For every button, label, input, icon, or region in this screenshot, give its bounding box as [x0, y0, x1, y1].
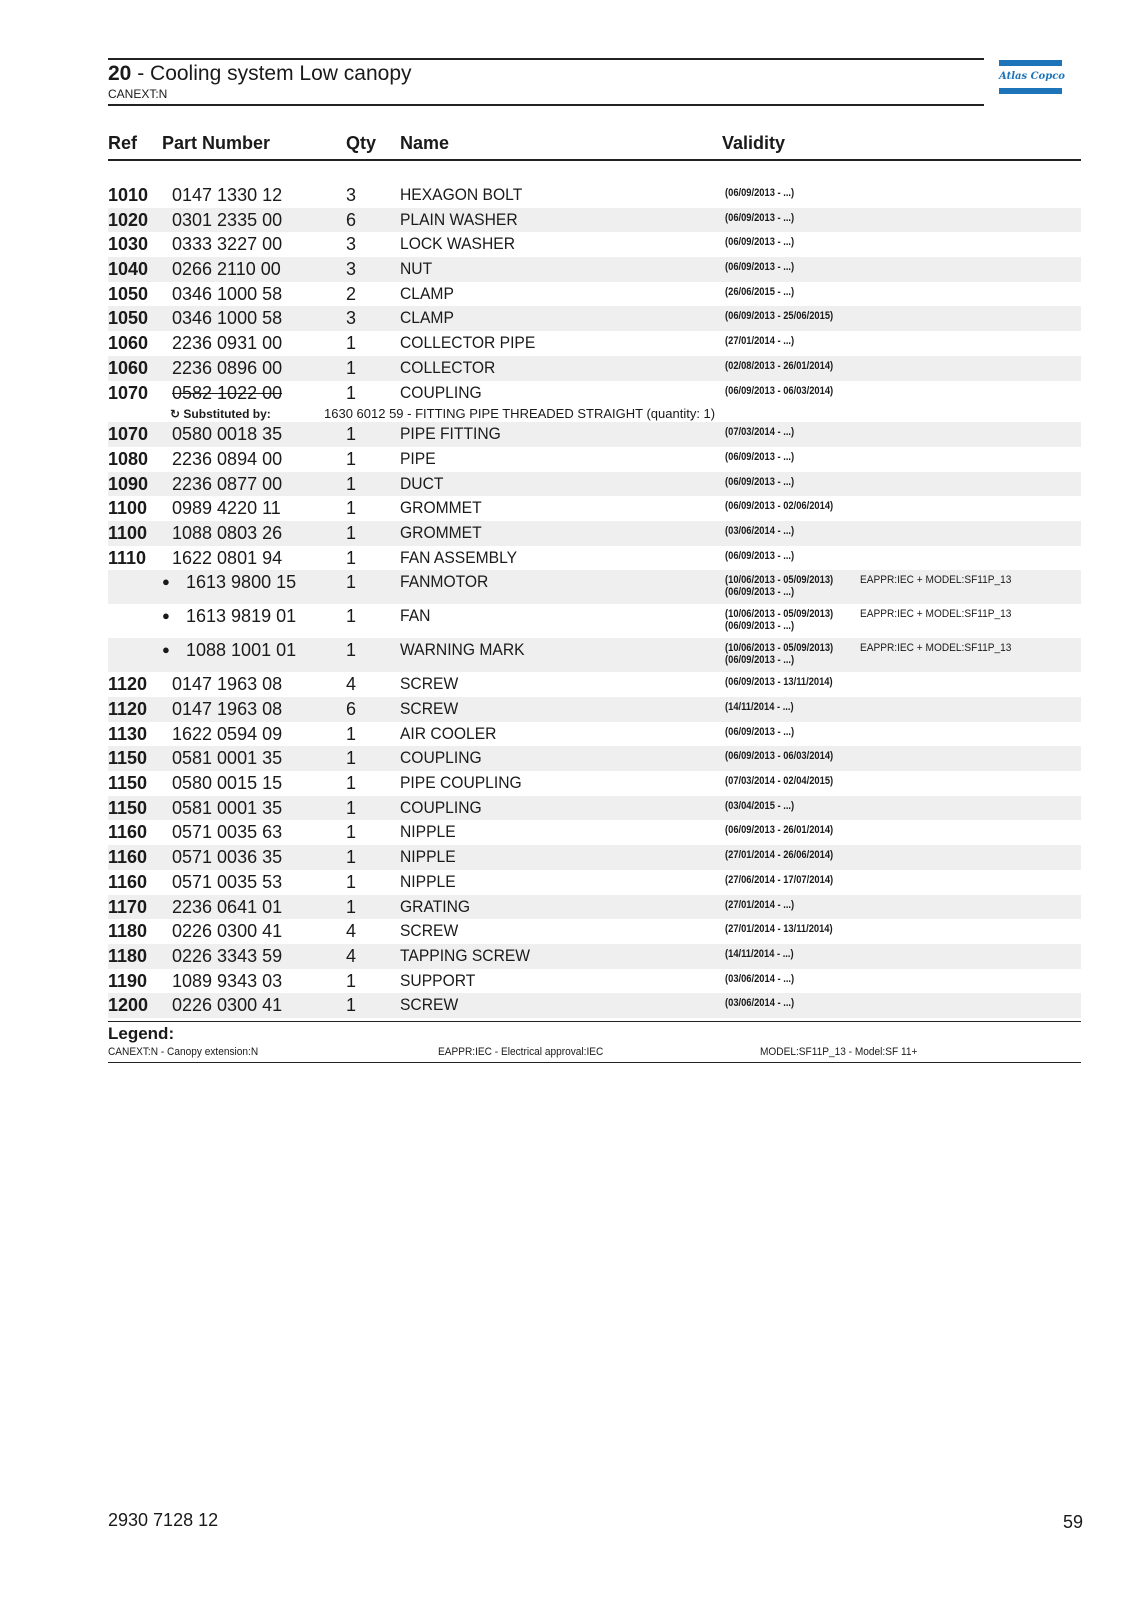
- row-name: COUPLING: [400, 797, 482, 817]
- row-qty: 6: [346, 209, 357, 230]
- col-qty: Qty: [346, 133, 377, 153]
- legend-item: CANEXT:N - Canopy extension:N: [108, 1046, 259, 1058]
- page-subtitle: CANEXT:N: [108, 87, 168, 101]
- row-name: FAN: [400, 606, 431, 626]
- row-ref: 1180: [108, 921, 148, 942]
- page-number: 59: [1062, 1512, 1083, 1532]
- row-part-number-obsolete: 0582 1022 00: [172, 382, 283, 403]
- row-ref: 1070: [108, 382, 149, 403]
- row-validity-2: (06/09/2013 - ...): [725, 620, 795, 633]
- row-ref: 1190: [108, 970, 148, 991]
- table-row: [108, 282, 1081, 307]
- row-validity: (03/06/2014 - ...): [725, 524, 795, 537]
- row-ref: 1180: [108, 945, 148, 966]
- substitution-row: [108, 405, 1081, 422]
- row-ref: 1100: [108, 522, 148, 543]
- row-name: WARNING MARK: [400, 640, 525, 660]
- legend-item: EAPPR:IEC - Electrical approval:IEC: [438, 1046, 604, 1058]
- row-validity: (26/06/2015 - ...): [725, 285, 795, 298]
- table-row: [108, 796, 1081, 821]
- row-qty: 1: [346, 572, 357, 593]
- row-name: TAPPING SCREW: [400, 945, 531, 965]
- row-ref: 1100: [108, 498, 148, 519]
- table-row: [108, 208, 1081, 233]
- row-ref: 1200: [108, 995, 149, 1016]
- row-part-number: 0266 2110 00: [172, 259, 281, 280]
- table-row: [108, 672, 1081, 697]
- logo-text: Atlas Copco: [999, 71, 1065, 82]
- row-validity: (06/09/2013 - 13/11/2014): [725, 676, 833, 689]
- row-part-number: 1622 0801 94: [172, 547, 283, 568]
- row-name: FAN ASSEMBLY: [400, 547, 518, 567]
- section-number: 20: [108, 62, 132, 85]
- row-ref: 1160: [108, 871, 148, 892]
- row-applicability: EAPPR:IEC + MODEL:SF11P_13: [860, 642, 1012, 655]
- row-applicability: EAPPR:IEC + MODEL:SF11P_13: [860, 608, 1012, 621]
- substitution-label-text: Substituted by:: [183, 407, 271, 422]
- table-row: [108, 870, 1081, 895]
- row-qty: 1: [346, 723, 357, 744]
- row-qty: 1: [346, 357, 357, 378]
- row-validity: (06/09/2013 - 06/03/2014): [725, 384, 834, 397]
- row-ref: 1050: [108, 283, 149, 304]
- table-row: [108, 722, 1081, 747]
- row-qty: 3: [346, 308, 357, 329]
- row-qty: 4: [346, 921, 357, 942]
- page-title: [108, 60, 984, 87]
- row-validity: (03/06/2014 - ...): [725, 972, 795, 985]
- row-part-number: 0580 0015 15: [172, 773, 283, 794]
- row-ref: 1160: [108, 847, 148, 868]
- row-name: DUCT: [400, 473, 444, 493]
- row-name: SCREW: [400, 699, 459, 718]
- table-row: [108, 969, 1081, 994]
- row-ref: 1150: [108, 797, 148, 818]
- row-name: GRATING: [400, 896, 471, 916]
- row-name: PIPE FITTING: [400, 424, 501, 444]
- row-validity: (27/06/2014 - 17/07/2014): [725, 873, 834, 886]
- row-validity: (10/06/2013 - 05/09/2013): [725, 642, 834, 655]
- row-part-number: 0226 0300 41: [172, 995, 283, 1016]
- row-qty: 1: [346, 498, 357, 519]
- table-row: [108, 895, 1081, 920]
- row-part-number: 0147 1963 08: [172, 699, 283, 719]
- row-name: NUT: [400, 259, 433, 279]
- row-name: PIPE: [400, 448, 436, 468]
- row-validity-2: (06/09/2013 - ...): [725, 654, 795, 667]
- row-part-number: 0147 1330 12: [172, 185, 283, 205]
- row-part-number: 1613 9800 15: [186, 572, 297, 593]
- row-ref: 1160: [108, 822, 148, 843]
- table-row-subpart: [108, 570, 1081, 604]
- row-validity: (06/09/2013 - ...): [725, 236, 795, 249]
- table-row: [108, 331, 1081, 356]
- row-qty: 1: [346, 773, 357, 794]
- row-ref: 1060: [108, 357, 149, 378]
- row-validity: (27/01/2014 - ...): [725, 898, 795, 911]
- table-row: [108, 257, 1081, 282]
- row-part-number: 1089 9343 03: [172, 970, 283, 991]
- bullet-icon: ●: [162, 574, 170, 590]
- table-row: [108, 919, 1081, 944]
- row-ref: 1040: [108, 259, 149, 280]
- row-ref: 1150: [108, 748, 148, 769]
- row-qty: 1: [346, 822, 357, 843]
- row-validity: (07/03/2014 - ...): [725, 426, 795, 439]
- legend-item: MODEL:SF11P_13 - Model:SF 11+: [760, 1046, 918, 1058]
- row-name: LOCK WASHER: [400, 234, 516, 254]
- table-row: [108, 771, 1081, 796]
- row-ref: 1050: [108, 308, 149, 329]
- row-qty: 3: [346, 185, 357, 205]
- table-row: [108, 820, 1081, 845]
- row-part-number: 1613 9819 01: [186, 606, 297, 627]
- row-part-number: 2236 0894 00: [172, 448, 283, 469]
- table-row: [108, 746, 1081, 771]
- row-part-number: 2236 0931 00: [172, 333, 283, 354]
- table-row: [108, 944, 1081, 969]
- table-row: [108, 472, 1081, 497]
- document-number: 2930 7128 12: [108, 1510, 219, 1530]
- row-name: SCREW: [400, 674, 459, 694]
- table-row: [108, 356, 1081, 381]
- row-name: AIR COOLER: [400, 723, 497, 743]
- table-row: [108, 422, 1081, 447]
- row-ref: 1020: [108, 209, 149, 230]
- row-part-number: 1622 0594 09: [172, 723, 283, 744]
- table-row: [108, 845, 1081, 870]
- row-validity: (10/06/2013 - 05/09/2013): [725, 574, 834, 587]
- bullet-icon: ●: [162, 608, 170, 624]
- row-applicability: EAPPR:IEC + MODEL:SF11P_13: [860, 574, 1012, 587]
- row-name: FANMOTOR: [400, 572, 489, 592]
- row-ref: 1120: [108, 674, 148, 695]
- row-name: PLAIN WASHER: [400, 209, 518, 229]
- row-part-number: 0581 0001 35: [172, 748, 283, 769]
- row-part-number: 0989 4220 11: [172, 498, 281, 519]
- row-validity: (03/04/2015 - ...): [725, 799, 795, 812]
- substitution-label: [170, 407, 271, 421]
- row-validity: (10/06/2013 - 05/09/2013): [725, 608, 834, 621]
- row-validity: (06/09/2013 - ...): [725, 475, 795, 488]
- row-validity: (07/03/2014 - 02/04/2015): [725, 775, 834, 788]
- row-validity: (06/09/2013 - ...): [725, 187, 795, 199]
- row-part-number: 0301 2335 00: [172, 209, 283, 230]
- row-name: SCREW: [400, 995, 459, 1015]
- row-validity: (27/01/2014 - 26/06/2014): [725, 849, 834, 862]
- row-qty: 4: [346, 945, 357, 966]
- row-part-number: 0571 0035 53: [172, 871, 283, 892]
- row-name: CLAMP: [400, 308, 454, 328]
- row-qty: 1: [346, 896, 357, 917]
- row-ref: 1170: [108, 896, 148, 917]
- row-name: NIPPLE: [400, 871, 456, 891]
- row-ref: 1150: [108, 773, 148, 794]
- row-validity: (06/09/2013 - 06/03/2014): [725, 750, 834, 763]
- row-name: GROMMET: [400, 498, 482, 518]
- row-qty: 1: [346, 448, 357, 469]
- col-part-number: Part Number: [162, 133, 271, 153]
- row-qty: 1: [346, 640, 357, 661]
- table-row-subpart: [108, 604, 1081, 638]
- row-name: HEXAGON BOLT: [400, 185, 523, 204]
- row-qty: 1: [346, 522, 357, 543]
- row-name: NIPPLE: [400, 847, 456, 867]
- row-qty: 1: [346, 424, 357, 445]
- row-validity: (27/01/2014 - 13/11/2014): [725, 923, 833, 936]
- row-ref: 1080: [108, 448, 149, 469]
- row-qty: 1: [346, 547, 357, 568]
- table-row: [108, 306, 1081, 331]
- row-ref: 1030: [108, 234, 149, 255]
- row-ref: 1070: [108, 424, 149, 445]
- row-qty: 1: [346, 797, 357, 818]
- row-part-number: 1088 1001 01: [186, 640, 297, 661]
- table-header: [108, 133, 1081, 161]
- row-qty: 1: [346, 748, 357, 769]
- row-name: NIPPLE: [400, 822, 456, 842]
- row-name: GROMMET: [400, 522, 482, 542]
- row-qty: 1: [346, 606, 357, 627]
- row-qty: 1: [346, 847, 357, 868]
- table-row: [108, 521, 1081, 546]
- row-name: CLAMP: [400, 283, 454, 303]
- table-row-subpart: [108, 638, 1081, 672]
- page-header: [108, 58, 984, 106]
- row-validity-2: (06/09/2013 - ...): [725, 586, 795, 599]
- row-name: SUPPORT: [400, 970, 476, 990]
- row-qty: 1: [346, 995, 357, 1016]
- row-qty: 3: [346, 234, 357, 255]
- row-validity: (06/09/2013 - 26/01/2014): [725, 824, 834, 837]
- row-validity: (03/06/2014 - ...): [725, 997, 795, 1010]
- atlas-copco-logo: [999, 60, 1065, 94]
- row-qty: 1: [346, 382, 357, 403]
- substitution-text: 1630 6012 59 - FITTING PIPE THREADED STRAIGHT (quantity: 1): [324, 406, 716, 422]
- col-validity: Validity: [722, 133, 786, 153]
- row-part-number: 0346 1000 58: [172, 308, 283, 329]
- row-part-number: 1088 0803 26: [172, 522, 283, 543]
- header-bottom-rule: [108, 104, 984, 106]
- row-qty: 6: [346, 699, 357, 719]
- row-name: COLLECTOR: [400, 357, 496, 377]
- row-name: COLLECTOR PIPE: [400, 333, 536, 353]
- row-part-number: 0226 0300 41: [172, 921, 283, 942]
- row-qty: 3: [346, 259, 357, 280]
- row-validity: (06/09/2013 - ...): [725, 549, 795, 562]
- logo-bottom-bar: [999, 88, 1062, 94]
- row-validity: (06/09/2013 - 25/06/2015): [725, 310, 834, 323]
- col-ref: Ref: [108, 133, 138, 153]
- row-name: COUPLING: [400, 748, 482, 768]
- legend: [108, 1021, 1081, 1063]
- table-row: [108, 447, 1081, 472]
- row-part-number: 2236 0877 00: [172, 473, 283, 494]
- row-qty: 4: [346, 674, 357, 695]
- row-part-number: 0571 0035 63: [172, 822, 283, 843]
- row-part-number: 2236 0896 00: [172, 357, 283, 378]
- row-validity: (14/11/2014 - ...): [725, 947, 794, 960]
- table-row: [108, 546, 1081, 571]
- row-ref: 1060: [108, 333, 149, 354]
- section-title: - Cooling system Low canopy: [137, 62, 412, 85]
- table-row: [108, 496, 1081, 521]
- row-validity: (06/09/2013 - ...): [725, 450, 795, 463]
- row-qty: 2: [346, 283, 357, 304]
- row-validity: (06/09/2013 - ...): [725, 211, 795, 224]
- table-row: [108, 381, 1081, 406]
- row-part-number: 0581 0001 35: [172, 797, 283, 818]
- row-qty: 1: [346, 970, 357, 991]
- row-part-number: 2236 0641 01: [172, 896, 283, 917]
- table-row: [108, 183, 1081, 208]
- row-part-number: 0147 1963 08: [172, 674, 283, 695]
- table-row: [108, 993, 1081, 1018]
- table-row: [108, 232, 1081, 257]
- row-validity: (06/09/2013 - 02/06/2014): [725, 500, 834, 513]
- bullet-icon: ●: [162, 642, 170, 658]
- row-part-number: 0226 3343 59: [172, 945, 283, 966]
- row-part-number: 0580 0018 35: [172, 424, 283, 445]
- row-qty: 1: [346, 473, 357, 494]
- parts-table: [108, 183, 1081, 1018]
- row-validity: (06/09/2013 - ...): [725, 725, 795, 738]
- row-ref: 1130: [108, 723, 148, 744]
- col-name: Name: [400, 133, 450, 153]
- row-qty: 1: [346, 333, 357, 354]
- refresh-icon: ↻: [170, 407, 181, 422]
- row-ref: 1120: [108, 699, 148, 719]
- legend-title: Legend:: [108, 1024, 175, 1043]
- row-name: COUPLING: [400, 382, 482, 402]
- row-name: SCREW: [400, 921, 459, 941]
- row-validity: (27/01/2014 - ...): [725, 335, 795, 348]
- row-validity: (02/08/2013 - 26/01/2014): [725, 359, 834, 372]
- row-qty: 1: [346, 871, 357, 892]
- row-part-number: 0571 0036 35: [172, 847, 283, 868]
- row-validity: (06/09/2013 - ...): [725, 261, 795, 274]
- row-ref: 1110: [108, 547, 147, 568]
- table-row: [108, 697, 1081, 722]
- row-validity: (14/11/2014 - ...): [725, 701, 794, 713]
- row-part-number: 0346 1000 58: [172, 283, 283, 304]
- row-ref: 1010: [108, 185, 149, 205]
- row-part-number: 0333 3227 00: [172, 234, 283, 255]
- row-name: PIPE COUPLING: [400, 773, 522, 793]
- row-ref: 1090: [108, 473, 149, 494]
